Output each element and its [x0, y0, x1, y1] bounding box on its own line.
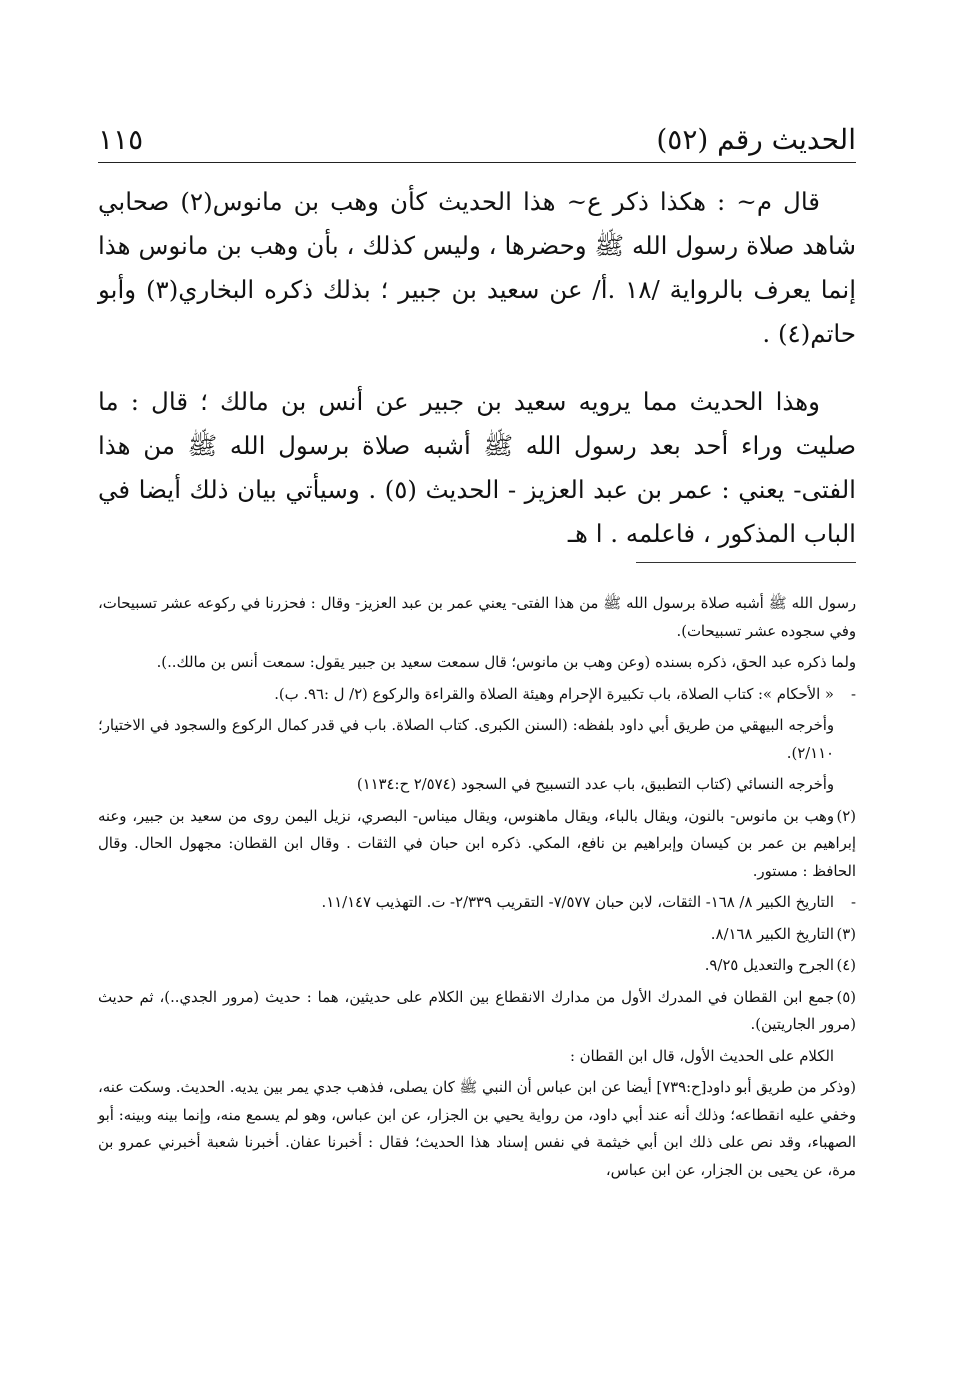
footnote-ref-ahkam [98, 681, 856, 709]
header-rule [98, 162, 856, 163]
footnote-text: التاريخ الكبير ٨/١٦٨. [710, 925, 834, 943]
footnote-text: « الأحكام »: كتاب الصلاة، باب تكبيرة الإحرام وهيئة الصلاة والقراءة والركوع (٢/ ل :٩٦. ب). [274, 685, 834, 703]
footnote-4 [98, 952, 856, 980]
footnote-number: (٤) [836, 957, 856, 974]
footnote-continuation-2: ولما ذكره عبد الحق، ذكره بسنده (وعن وهب بن مانوس؛ قال سمعت سعيد بن جبير يقول: سمعت أنس بن مالك..). [156, 654, 856, 671]
footnote-text: جمع ابن القطان في المدرك الأول من مدارك الانقطاع بين الكلام على حديثين، هما : حديث (مرور الجدي..)، ثم حديث (مرور الجاريتين). [98, 988, 856, 1033]
footnote-5-heading: الكلام على الحديث الأول، قال ابن القطان : [569, 1047, 834, 1065]
footnote-text: وهب بن مانوس- بالنون، ويقال بالباء، ويقال ماهنوس، ويقال ميناس- البصري، نزيل اليمن روى من سعيد بن جبير، وعنه إبراهيم بن عمر بن كيسان وإبراهيم بن نافع، المكي. ذكره ابن حبان في الثقات . وقال ابن القطان: مجهول الحال. وقال الحافظ : مستور. [98, 807, 856, 880]
footnote-nasai: وأخرجه النسائي (كتاب التطبيق، باب عدد التسبيح في السجود (٢/٥٧٤ ح:١١٣٤) [356, 776, 834, 793]
paragraph-1: قال م~ : هكذا ذكر ع~ هذا الحديث كأن وهب بن مانوس(٢) صحابي شاهد صلاة رسول الله ﷺ وحضرها ، وليس كذلك ، بأن وهب بن مانوس هذا إنما يعرف بالرواية /١٨ .أ/ عن سعيد بن جبير ؛ بذلك ذكره البخاري(٣) وأبو حاتم(٤) . [98, 187, 856, 348]
footnote-bayhaqi: وأخرجه البيهقي من طريق أبي داود بلفظه: (السنن الكبرى. كتاب الصلاة. باب في قدر كمال الركوع والسجود في الاختيار؛ ٢/١١٠). [98, 717, 834, 762]
running-title: الحديث رقم (٥٢) [656, 123, 856, 156]
footnote-continuation-1: رسول الله ﷺ أشبه صلاة برسول الله ﷺ من هذا الفتى- يعني عمر بن عبد العزيز- وقال : فحزرنا في ركوعه عشر تسبيحات، وفي سجوده عشر تسبيحات). [98, 595, 856, 640]
running-header [98, 108, 856, 156]
paragraph-2: وهذا الحديث مما يرويه سعيد بن جبير عن أنس بن مالك ؛ قال : ما صليت وراء أحد بعد رسول الله ﷺ أشبه صلاة برسول الله ﷺ من هذا الفتى- يعني : عمر بن عبد العزيز - الحديث (٥) . وسيأتي بيان ذلك أيضا في الباب المذكور ، فاعلمه . ا هـ [98, 387, 856, 548]
footnote-text: الجرح والتعديل ٩/٢٥. [704, 957, 834, 974]
footnote-number: (٥) [836, 988, 856, 1006]
footnote-number: (٣) [836, 925, 856, 943]
footnotes [98, 590, 856, 1188]
dash-marker: - [851, 685, 856, 703]
footnote-2-sources [98, 889, 856, 917]
main-text [98, 180, 856, 556]
dash-marker: - [851, 894, 856, 911]
footnote-text: التاريخ الكبير ٨/ ١٦٨- الثقات، لابن حبان ٧/٥٧٧- التقريب ٢/٣٣٩- ت. التهذيب ١١/١٤٧. [321, 894, 834, 911]
footnote-separator [636, 562, 856, 563]
footnote-5 [98, 984, 856, 1039]
footnote-number: (٢) [836, 807, 856, 825]
footnote-2 [98, 803, 856, 886]
footnote-3 [98, 921, 856, 949]
footnote-5-quote: (وذكر من طريق أبو داود[ح:٧٣٩] أيضا عن ابن عباس أن النبي ﷺ كان يصلى، فذهب جدي يمر بين يديه. الحديث. وسكت عنه، وخفي عليه انقطاعه؛ وذلك أنه عند أبي داود، من رواية يحيي بن الجزار، عن ابن عباس، وهو لم يسمع منه، وإنما بينه وبينه: أبو الصهباء، وقد نص على ذلك ابن أبي خيثمة في نفس إسناد هذا الحديث؛ فقال : أخبرنا عفان. أخبرنا شعبة أخبرني عمرو بن مرة، عن يحيى بن الجزار، عن ابن عباس، [98, 1079, 856, 1179]
page-number: ١١٥ [98, 123, 144, 156]
